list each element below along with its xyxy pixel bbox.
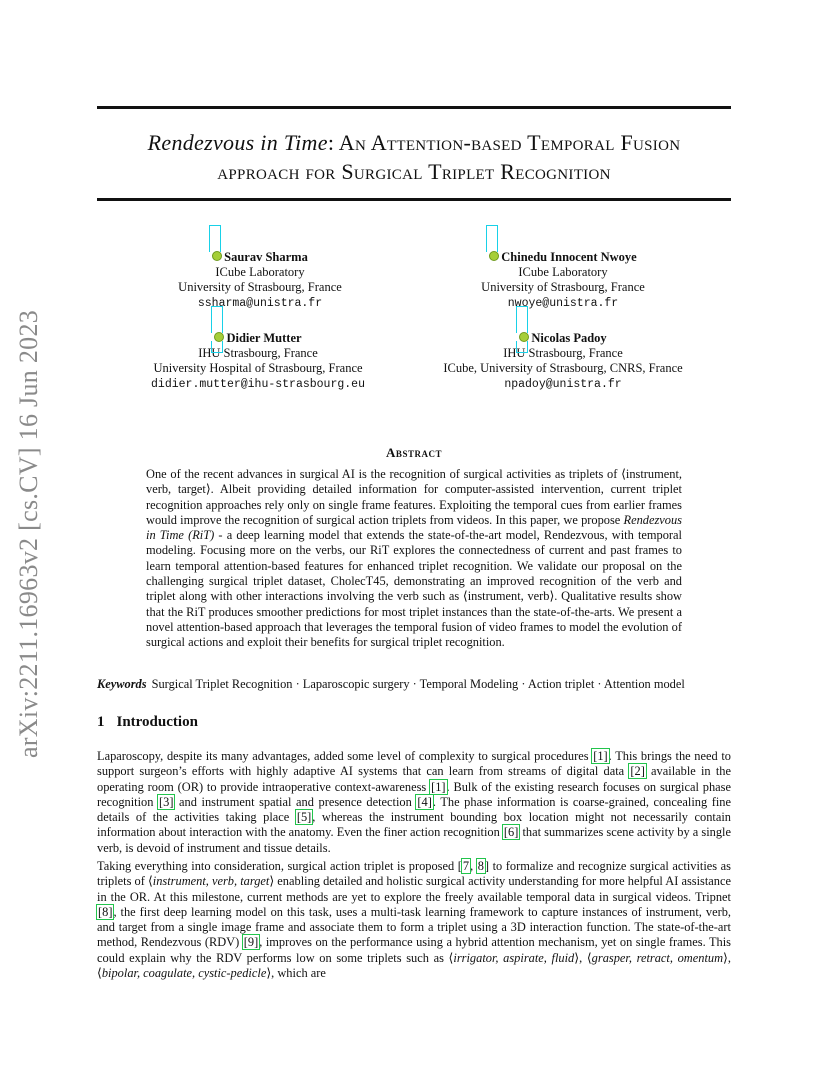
orcid-icon[interactable] [519, 332, 529, 342]
orcid-icon[interactable] [214, 332, 224, 342]
title-line2: approach for Surgical Triplet Recognition [217, 159, 611, 184]
author-name: Saurav Sharma [212, 250, 308, 265]
author-affiliation: IHU Strasbourg, France [198, 346, 318, 360]
author-affiliation: IHU Strasbourg, France [503, 346, 623, 360]
author-block [403, 331, 723, 392]
keywords-label: Keywords [97, 677, 147, 691]
author-block [108, 331, 408, 392]
keywords-text: Surgical Triplet Recognition · Laparoscopic surgery · Temporal Modeling · Action triplet · Attention model [151, 677, 685, 691]
author-email[interactable]: nwoye@unistra.fr [507, 297, 619, 310]
citation-link[interactable]: [5] [296, 810, 312, 825]
title-line1: : An Attention-based Temporal Fusion [327, 130, 681, 155]
section-title: Introduction [116, 714, 198, 730]
citation-link[interactable]: [6] [503, 825, 519, 840]
title-rule-top [97, 106, 731, 109]
author-block [110, 250, 410, 311]
author-name: Chinedu Innocent Nwoye [489, 250, 636, 265]
keywords [97, 677, 737, 692]
author-affiliation: ICube, University of Strasbourg, CNRS, France [443, 361, 683, 375]
orcid-icon[interactable] [489, 251, 499, 261]
orcid-icon[interactable] [212, 251, 222, 261]
title-italic: Rendezvous in Time [147, 130, 328, 155]
citation-link[interactable]: [1] [593, 749, 608, 763]
author-affiliation: ICube Laboratory [518, 265, 608, 279]
author-affiliation: ICube Laboratory [215, 265, 305, 279]
citation-link[interactable]: [9] [243, 935, 259, 950]
paper-title [97, 128, 731, 186]
citation-link[interactable]: [3] [159, 794, 174, 809]
author-email[interactable]: npadoy@unistra.fr [504, 378, 622, 391]
abstract-body: One of the recent advances in surgical AI is the recognition of surgical activities as triplets of ⟨instrument, verb, target⟩. Albeit providing detailed information for computer-assisted intervention, current triplet recognition approaches rely only on single frame features. Exploiting the temporal cues from earlier frames would improve the recognition of surgical action triplets from videos. In this paper, we propose Rendezvous in Time (RiT) - a deep learning model that extends the state-of-the-art model, Rendezvous, with temporal modeling. Focusing more on the verbs, our RiT explores the connectedness of current and past frames to learn temporal attention-based features for enhanced triplet recognition. We validate our proposal on the challenging surgical triplet dataset, CholecT45, demonstrating an improved recognition of the verb and triplet along with other interactions involving the verb such as ⟨instrument, verb⟩. Qualitative results show that the RiT produces smoother predictions for most triplet instances than the state-of-the-arts. We present a novel attention-based approach that leverages the temporal fusion of video frames to model the evolution of surgical actions and exploit their benefits for surgical triplet recognition. [146, 467, 682, 650]
author-affiliation: University Hospital of Strasbourg, France [153, 361, 363, 375]
section-number: 1 [97, 714, 105, 730]
abstract-heading: Abstract [386, 445, 442, 460]
author-block [413, 250, 713, 311]
citation-link[interactable]: [4] [417, 794, 432, 809]
intro-paragraph-2: Taking everything into consideration, surgical action triplet is proposed [7, 8] to formalize and recognize surgical activities as triplets of ⟨instrument, verb, target⟩ enabling detailed and holistic surgical activity understanding for more helpful AI assistance in the OR. At this milestone, current methods are yet to explore the freely available temporal data in surgical videos. Tripnet [8], the first deep learning model on this task, uses a multi-task learning framework to capture instances of instrument, verb, and target from a single image frame and associate them to form a triplet using a 3D interaction function. The state-of-the-art method, Rendezvous (RDV) [9], improves on the performance using a hybrid attention mechanism, yet on single frames. This could explain why the RDV performs low on some triplets such as ⟨irrigator, aspirate, fluid⟩, ⟨grasper, retract, omentum⟩, ⟨bipolar, coagulate, cystic-pedicle⟩, which are [97, 859, 731, 981]
author-email[interactable]: didier.mutter@ihu-strasbourg.eu [151, 378, 365, 391]
title-rule-bottom [97, 198, 731, 201]
author-name: Didier Mutter [214, 331, 301, 346]
intro-paragraph-1: Laparoscopy, despite its many advantages, added some level of complexity to surgical procedures [1]. This brings the need to support surgeon’s efforts with highly adaptive AI systems that can learn from streams of digital data [2] available in the operating room (OR) to provide intraoperative context-awareness [1]. Bulk of the existing research focuses on surgical phase recognition [3] and instrument spatial and presence detection [4]. The phase information is coarse-grained, concealing fine details of the activities taking place [5], whereas the instrument bounding box location might not necessarily contain information about interaction with the anatomy. Even the finer action recognition [6] that summarizes scene activity by a single verb, is devoid of instrument and tissue details. [97, 749, 732, 855]
citation-link[interactable]: [8] [98, 904, 113, 919]
author-name: Nicolas Padoy [519, 331, 606, 346]
citation-link[interactable]: 8 [477, 859, 484, 873]
arxiv-identifier[interactable]: arXiv:2211.16963v2 [cs.CV] 16 Jun 2023 [14, 309, 43, 758]
author-affiliation: University of Strasbourg, France [178, 280, 342, 294]
citation-link[interactable]: 7 [462, 859, 470, 873]
citation-link[interactable]: [1] [431, 779, 446, 794]
citation-link[interactable]: [2] [630, 764, 645, 779]
section-heading [97, 714, 198, 731]
author-email[interactable]: ssharma@unistra.fr [197, 297, 323, 310]
author-affiliation: University of Strasbourg, France [481, 280, 645, 294]
